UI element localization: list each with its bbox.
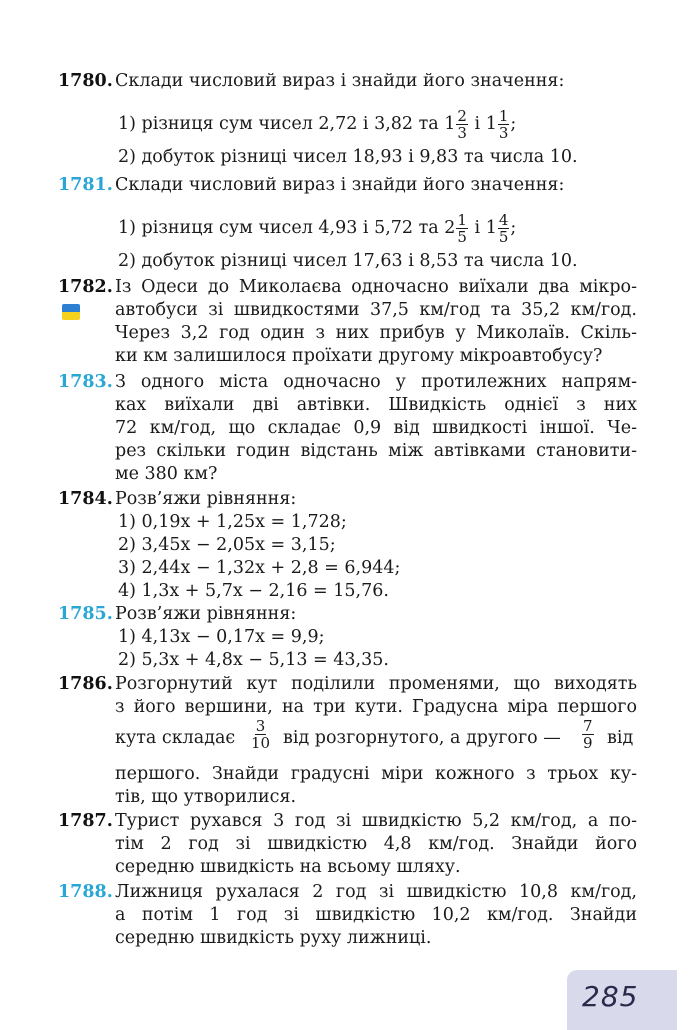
problem-1783-line-3: 72 км/год, що складає 0,9 від швидкості іншої. Че-	[115, 418, 637, 438]
fraction: $\frac{1}{5}$	[457, 211, 467, 246]
problem-1787-line-1: Турист рухався 3 год зі швидкістю 5,2 км/год, а по-	[115, 811, 637, 831]
ukraine-flag-icon	[62, 304, 80, 320]
problem-number-1785: 1785.	[58, 604, 113, 624]
problem-1783-line-5: ме 380 км?	[115, 464, 218, 484]
fraction: $\frac{1}{3}$	[498, 107, 509, 142]
problem-1788-line-3: середню швидкість руху лижниці.	[115, 928, 432, 948]
problem-1787-line-2: тім 2 год зі швидкістю 4,8 км/год. Знайди його	[115, 834, 637, 854]
problem-1783-line-2: ках виїхали дві автівки. Швидкість однієї з них	[115, 395, 637, 415]
problem-1782-line-3: Через 3,2 год один з них прибув у Миколаїв. Скіль-	[115, 323, 637, 343]
problem-1785-equation-2: 2) 5,3x + 4,8x − 5,13 = 43,35.	[118, 650, 389, 670]
problem-1780-title: Склади числовий вираз і знайди його значення:	[115, 71, 565, 91]
fraction: $\frac{7}{9}$	[583, 717, 593, 752]
problem-1782-line-2: автобуси зі швидкостями 37,5 км/год та 35,2 км/год.	[115, 300, 637, 320]
problem-number-1783: 1783.	[58, 372, 113, 392]
problem-1782-line-1: Із Одеси до Миколаєва одночасно виїхали два мікро-	[115, 277, 637, 297]
problem-1784-equation-4: 4) 1,3x + 5,7x − 2,16 = 15,76.	[118, 581, 389, 601]
problem-1784-equation-2: 2) 3,45x − 2,05x = 3,15;	[118, 535, 336, 555]
problem-number-1782: 1782.	[58, 277, 113, 297]
fraction: $\frac{4}{5}$	[498, 211, 509, 246]
problem-1782-line-4: ки км залишилося проїхати другому мікроавтобусу?	[115, 346, 603, 366]
problem-1786-line-2: з його вершини, на три кути. Градусна міра першого	[115, 697, 637, 717]
problem-1784-equation-1: 1) 0,19x + 1,25x = 1,728;	[118, 512, 347, 532]
problem-1781-title: Склади числовий вираз і знайди його значення:	[115, 175, 565, 195]
problem-number-1781: 1781.	[58, 175, 113, 195]
problem-1780-item-1: 1) різниця сум чисел 2,72 і 3,82 та 1 $\frac{2}{3}$ і 1 $\frac{1}{3}$ ;	[118, 107, 517, 142]
problem-1786-line-4: першого. Знайди градусні міри кожного з трьох ку-	[115, 764, 637, 784]
problem-number-1780: 1780.	[58, 71, 113, 91]
problem-1787-line-3: середню швидкість на всьому шляху.	[115, 857, 461, 877]
problem-number-1786: 1786.	[58, 674, 113, 694]
problem-1785-title: Розв’яжи рівняння:	[115, 604, 297, 624]
fraction: $\frac{3}{10}$	[251, 717, 271, 752]
problem-number-1788: 1788.	[58, 882, 113, 902]
problem-1786-line-3: кута складає $\frac{3}{10}$ від розгорнутого, а другого — $\frac{7}{9}$ від	[115, 717, 634, 752]
problem-number-1787: 1787.	[58, 811, 113, 831]
problem-1784-title: Розв’яжи рівняння:	[115, 489, 297, 509]
problem-1788-line-1: Лижниця рухалася 2 год зі швидкістю 10,8 км/год,	[115, 882, 637, 902]
problem-1781-item-2: 2) добуток різниці чисел 17,63 і 8,53 та числа 10.	[118, 251, 578, 271]
page-number: 285	[582, 980, 639, 1013]
problem-1788-line-2: а потім 1 год зі швидкістю 10,2 км/год. Знайди	[115, 905, 637, 925]
problem-1783-line-4: рез скільки годин відстань між автівками становити-	[115, 441, 637, 461]
problem-1786-line-5: тів, що утворилися.	[115, 787, 297, 807]
problem-1784-equation-3: 3) 2,44x − 1,32x + 2,8 = 6,944;	[118, 558, 401, 578]
problem-1781-item-1: 1) різниця сум чисел 4,93 і 5,72 та 2 $\frac{1}{5}$ і 1 $\frac{4}{5}$ ;	[118, 211, 517, 246]
problem-number-1784: 1784.	[58, 489, 113, 509]
problem-1785-equation-1: 1) 4,13x − 0,17x = 9,9;	[118, 627, 325, 647]
problem-1786-line-1: Розгорнутий кут поділили променями, що виходять	[115, 674, 637, 694]
problem-1780-item-2: 2) добуток різниці чисел 18,93 і 9,83 та числа 10.	[118, 147, 578, 167]
problem-1783-line-1: З одного міста одночасно у протилежних напрям-	[115, 372, 637, 392]
fraction: $\frac{2}{3}$	[457, 107, 467, 142]
